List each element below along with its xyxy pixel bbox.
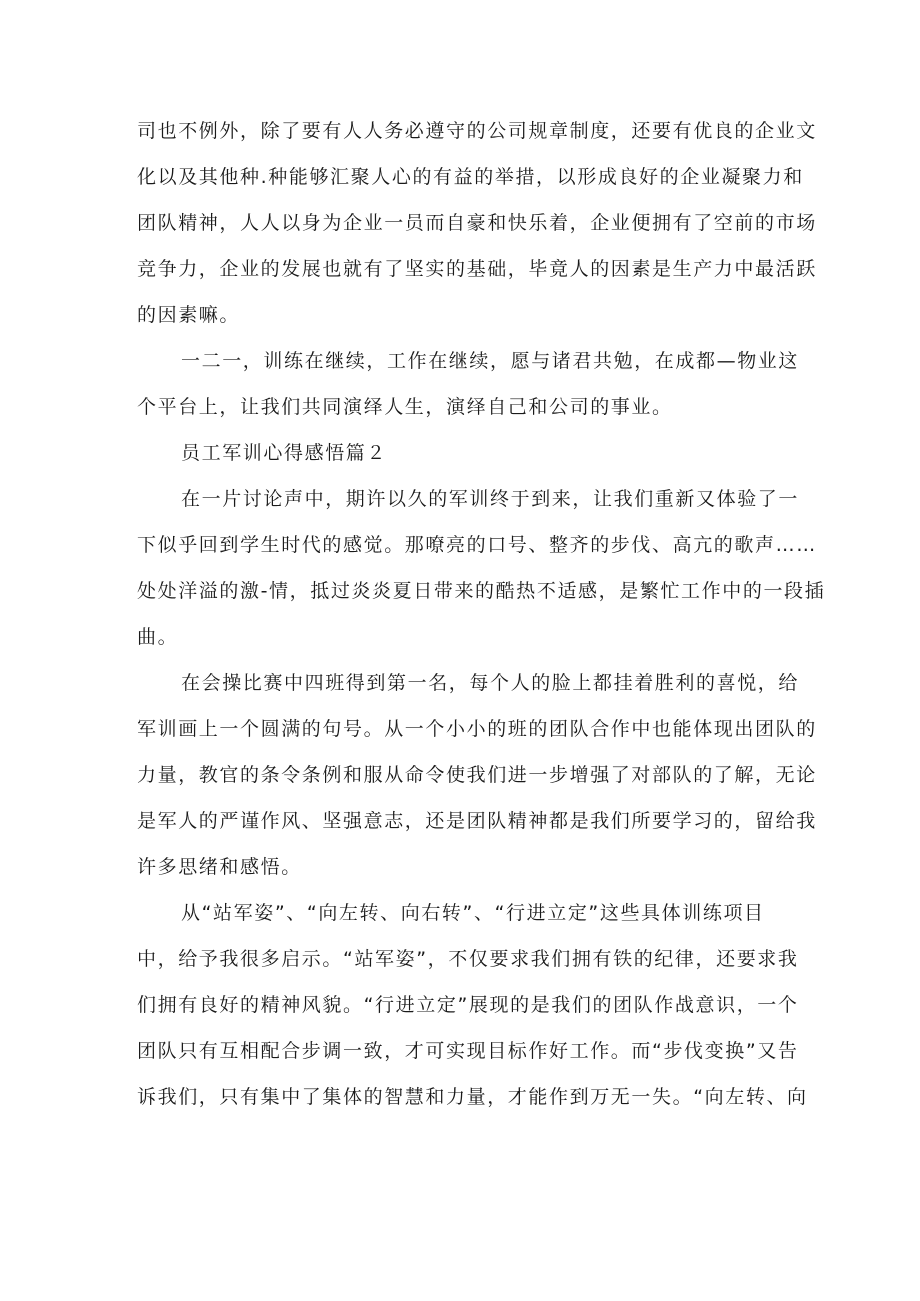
- text-line: 处处洋溢的激-情，抵过炎炎夏日带来的酷热不适感，是繁忙工作中的一段插: [137, 580, 826, 602]
- text-line: 在一片讨论声中，期许以久的军训终于到来，让我们重新又体验了一: [181, 488, 800, 510]
- text-line: 下似乎回到学生时代的感觉。那嘹亮的口号、整齐的步伐、高亢的歌声……: [137, 534, 817, 556]
- text-line: 诉我们，只有集中了集体的智慧和力量，才能作到万无一失。“向左转、向: [137, 1086, 808, 1108]
- section-heading: 员工军训心得感悟篇２: [181, 442, 388, 464]
- paragraph-1: [137, 108, 817, 338]
- text-line: 是军人的严谨作风、坚强意志，还是团队精神都是我们所要学习的，留给我: [137, 810, 817, 832]
- paragraph-5: [137, 890, 808, 1120]
- paragraph-3: [137, 476, 826, 660]
- text-line: 团队精神，人人以身为企业一员而自豪和快乐着，企业便拥有了空前的市场: [137, 212, 817, 234]
- paragraph-4: [137, 660, 817, 890]
- text-line: 化以及其他种.种能够汇聚人心的有益的举措，以形成良好的企业凝聚力和: [137, 166, 804, 188]
- text-line: 一二一，训练在继续，工作在继续，愿与诸君共勉，在成都—物业这: [181, 350, 800, 372]
- text-line: 曲。: [137, 626, 179, 648]
- document-page: [137, 108, 826, 1120]
- text-line: 力量，教官的条令条例和服从命令使我们进一步增强了对部队的了解，无论: [137, 764, 817, 786]
- text-line: 在会操比赛中四班得到第一名，每个人的脸上都挂着胜利的喜悦，给: [181, 672, 800, 694]
- text-line: 个平台上，让我们共同演绎人生，演绎自己和公司的事业。: [137, 396, 673, 418]
- text-line: 竞争力，企业的发展也就有了坚实的基础，毕竟人的因素是生产力中最活跃: [137, 258, 817, 280]
- text-line: 许多思绪和感悟。: [137, 856, 302, 878]
- paragraph-2: [137, 338, 800, 430]
- text-line: 团队只有互相配合步调一致，才可实现目标作好工作。而“步伐变换”又告: [137, 1040, 799, 1062]
- text-line: 的因素嘛。: [137, 304, 241, 326]
- text-line: 军训画上一个圆满的句号。从一个小小的班的团队合作中也能体现出团队的: [137, 718, 817, 740]
- text-line: 们拥有良好的精神风貌。“行进立定”展现的是我们的团队作战意识，一个: [137, 994, 799, 1016]
- text-line: 从“站军姿”、“向左转、向右转”、“行进立定”这些具体训练项目: [181, 902, 765, 924]
- text-line: 司也不例外，除了要有人人务必遵守的公司规章制度，还要有优良的企业文: [137, 120, 817, 142]
- text-line: 中，给予我很多启示。“站军姿”，不仅要求我们拥有铁的纪律，还要求我: [137, 948, 799, 970]
